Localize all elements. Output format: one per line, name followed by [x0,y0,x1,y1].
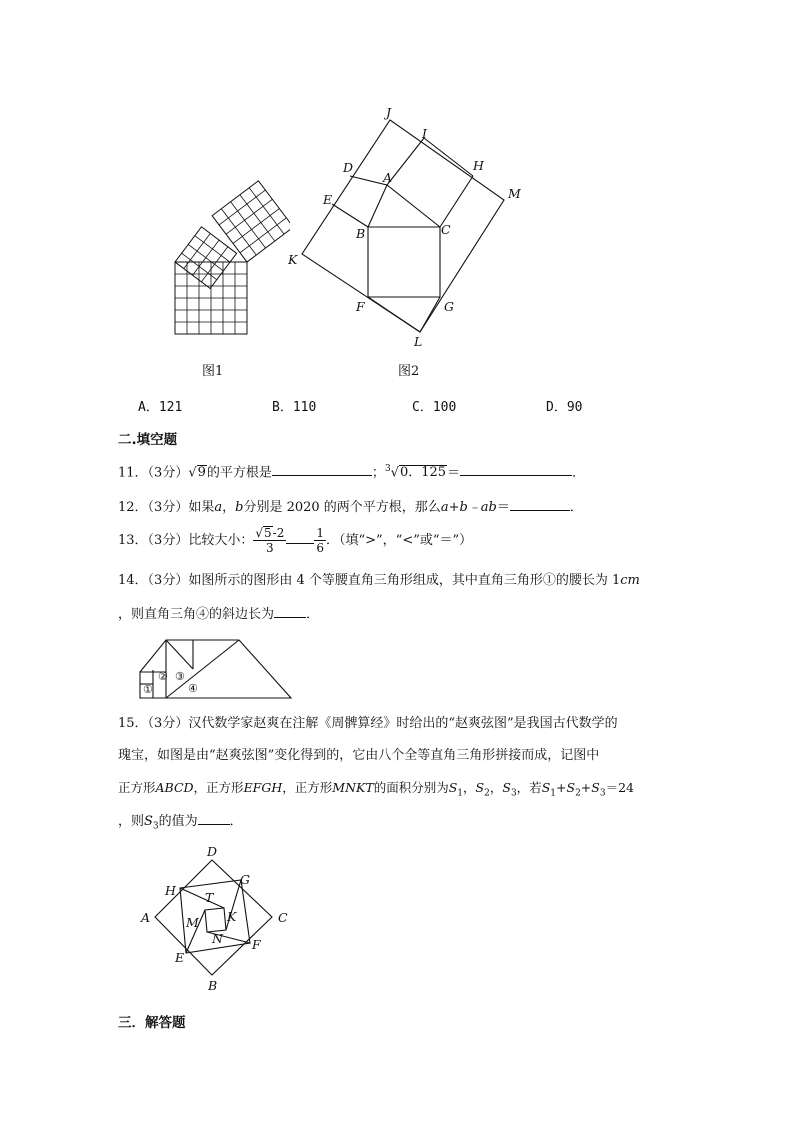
q15-label-F: F [252,937,261,952]
label-E: E [323,192,333,207]
q12-end: ． [569,500,583,515]
question-15-line-4 [118,811,243,836]
q11-radicand-0125: 0．125 [399,465,447,481]
label-I: I [422,126,427,141]
q15-s-d: S [541,780,551,795]
label-H: H [473,158,484,173]
q13-text-2: ．（填“>”，“<”或“＝”） [325,533,473,548]
q15-label-K: K [227,909,237,924]
q15-label-D: D [207,844,218,859]
q11-root-index: 3 [384,464,391,474]
q15-sub-1a: 1 [457,788,464,799]
q15-mnkt: MNKT [332,780,374,795]
q15-t2: ，正方形 [193,780,244,795]
q15-t1: 正方形 [118,780,156,795]
q15-label-T: T [205,890,214,905]
question-14-line-1 [118,572,640,590]
q15-label-A: A [141,910,151,925]
q15-label-N: N [212,931,223,946]
q13-f1-den: 3 [266,541,274,555]
label-G: G [444,299,454,314]
circled-2: ② [158,670,168,683]
label-K: K [288,252,298,267]
q14-blank[interactable] [274,604,306,618]
label-J: J [386,105,392,120]
q14-figure [135,632,295,702]
question-11 [118,460,585,482]
q15-t7: 的值为 [158,814,198,829]
q13-f2-num: 1 [316,526,324,540]
q11-blank-2[interactable] [460,462,572,476]
q15-label-E: E [175,950,185,965]
question-14-line-2 [118,604,319,624]
q15-label-M: M [186,915,199,930]
q14-text-2: ，则直角三角④的斜边长为 [118,607,275,622]
label-B: B [356,226,366,241]
q15-s-g: S [144,814,153,829]
q15-figure [150,855,280,980]
q14-unit: cm [620,573,640,588]
q15-s-f: S [591,780,600,795]
q15-efgh: EFGH [243,780,283,795]
q11-radicand-9: 9 [197,465,206,481]
circled-4: ④ [188,682,198,695]
q11-number: 11．（3分） [118,465,189,481]
q15-plus-2: + [580,780,592,795]
question-15-line-1: 15．（3分）汉代数学家赵爽在注解《周髀算经》时给出的“赵爽弦图”是我国古代数学的 [118,716,618,731]
q11-end: ． [572,465,586,481]
question-13 [118,526,472,556]
q15-s-e: S [566,780,576,795]
q15-label-H: H [165,883,176,898]
q12-text-1: 如果 [188,500,215,515]
q13-f1-radicand: 5 [264,526,272,540]
q15-plus-1: + [556,780,567,795]
q15-label-G: G [240,872,250,887]
question-12 [118,497,583,517]
option-a[interactable]: A．121 [138,400,183,415]
q14-end: ． [306,607,320,622]
q15-sub-3c: 3 [152,821,159,832]
q13-f1-rest: -2 [272,526,285,540]
q13-fraction-1 [253,526,286,555]
q15-t5: ，若 [516,780,542,795]
label-C: C [441,222,451,237]
label-F: F [356,299,365,314]
question-15-line-3 [118,779,634,803]
figure-1 [130,180,290,340]
section-3-heading: 三．解答题 [118,1015,186,1031]
sqrt-sign: √ [188,465,197,481]
q15-t6: ，则 [118,814,145,829]
q14-text-1: 14．（3分）如图所示的图形由 4 个等腰直角三角形组成，其中直角三角形①的腰长为 1 [118,573,621,588]
q15-end: ． [229,814,243,829]
section-2-heading: 二.填空题 [118,432,178,448]
q15-label-C: C [278,910,288,925]
option-d[interactable]: D．90 [546,400,583,415]
label-M: M [508,186,521,201]
q15-s-c: S [502,780,511,795]
option-b[interactable]: B．110 [272,400,317,415]
cbrt-sign: √ [390,465,399,481]
label-A: A [383,170,393,185]
q15-comma-1: ， [463,780,476,795]
label-D: D [343,160,354,175]
figure-1-caption: 图1 [202,364,224,379]
q13-blank[interactable] [286,530,314,544]
q12-var-b: b [235,500,244,515]
q12-text-2: 分别是 2020 的两个平方根，那么 [243,500,441,515]
q15-label-B: B [208,978,218,993]
q15-blank[interactable] [198,811,230,825]
q15-abcd: ABCD [155,780,194,795]
q11-sep: ； [371,465,385,481]
figure-2 [280,100,530,360]
q15-s-a: S [448,780,458,795]
q12-equals: ＝ [496,500,510,515]
q12-number: 12．（3分） [118,500,189,515]
q15-sub-2a: 2 [484,788,490,799]
q12-comma: ， [222,500,236,515]
question-15-line-2: 瑰宝，如图是由“赵爽弦图”变化得到的，它由八个全等直角三角形拼接而成，记图中 [118,748,600,763]
q15-s-b: S [475,780,485,795]
q15-eq24: ＝24 [605,780,634,795]
q15-sub-1b: 1 [550,788,556,799]
option-c[interactable]: C．100 [412,400,457,415]
q13-fraction-2 [314,526,326,555]
q13-text-1: 比较大小： [188,533,254,548]
q12-var-a: a [214,500,223,515]
q15-sub-2b: 2 [575,788,581,799]
q11-equals: ＝ [447,465,461,481]
q15-sub-3b: 3 [599,788,606,799]
circled-3: ③ [175,670,185,683]
q11-blank-1[interactable] [272,462,372,476]
q13-number: 13．（3分） [118,533,189,548]
q15-t4: 的面积分别为 [373,780,449,795]
q13-f2-den: 6 [316,541,324,555]
q12-blank[interactable] [510,497,570,511]
label-L: L [414,334,423,349]
q11-text: 的平方根是 [206,465,272,481]
q15-t3: ，正方形 [282,780,333,795]
figure-2-caption: 图2 [398,364,420,379]
q15-comma-2: ， [489,780,503,795]
q12-expression: a+b﹣ab [440,500,497,515]
q15-sub-3a: 3 [510,788,517,799]
sqrt-sign: √ [255,526,263,540]
circled-1: ① [143,683,153,696]
